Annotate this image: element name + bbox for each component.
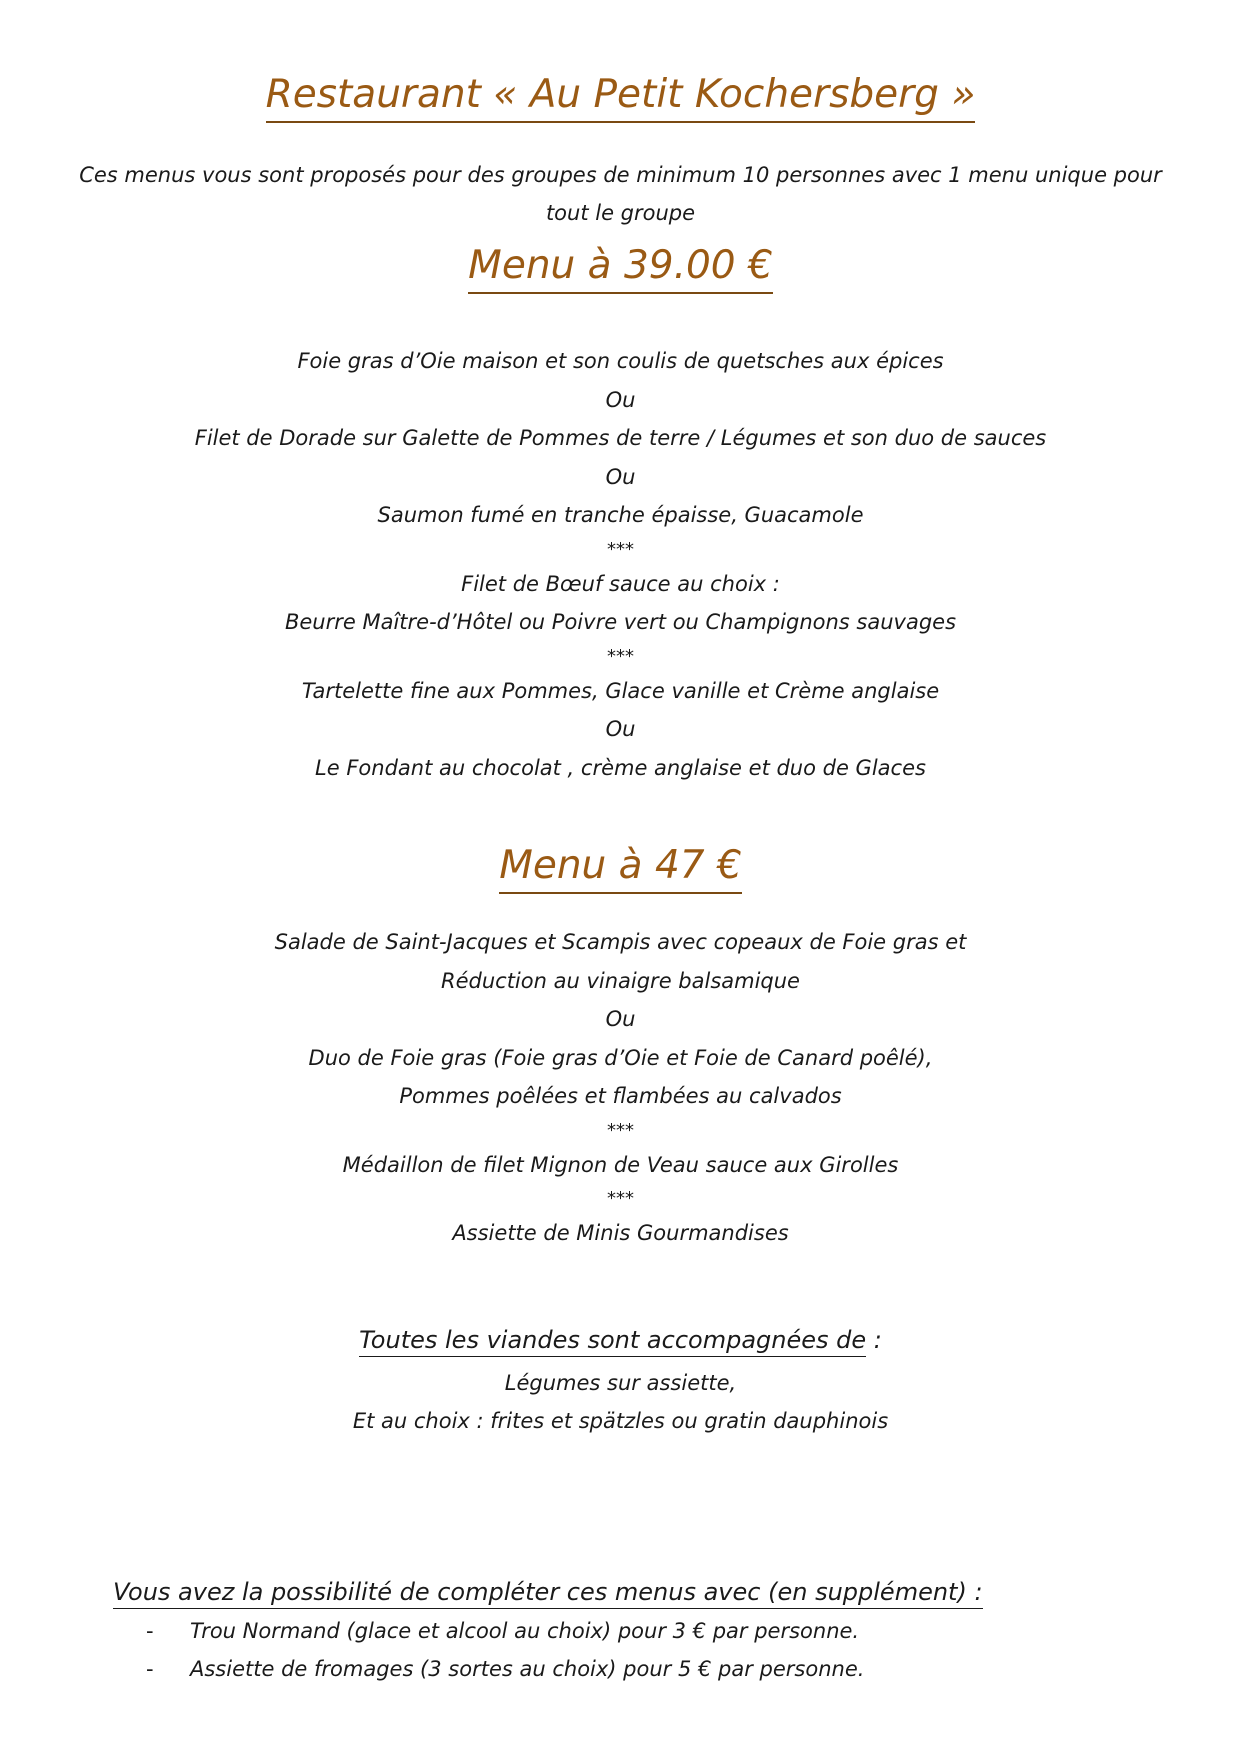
menu2-heading [0, 843, 1241, 888]
page-title [0, 72, 1241, 117]
menu2-items [0, 923, 1241, 1253]
page-title-text: Restaurant « Au Petit Kochersberg » [266, 72, 976, 123]
menu2-heading-text: Menu à 47 € [499, 843, 742, 894]
menu1-line: Tartelette fine aux Pommes, Glace vanille et Crème anglaise [301, 678, 940, 703]
supplement-text: Trou Normand (glace et alcool au choix) pour 3 € par personne. [190, 1619, 860, 1643]
intro-text: Ces menus vous sont proposés pour des groupes de minimum 10 personnes avec 1 menu unique pour tout le groupe [79, 163, 1162, 225]
accompaniment-title-text: Toutes les viandes sont accompagnées de [359, 1326, 866, 1357]
menu1-items [0, 342, 1241, 787]
supplement-text: Assiette de fromages (3 sortes au choix) pour 5 € par personne. [190, 1657, 865, 1681]
menu2-line: Médaillon de filet Mignon de Veau sauce aux Girolles [342, 1152, 899, 1177]
accompaniment-line: Légumes sur assiette, [504, 1371, 737, 1395]
accompaniment-title-suffix: : [866, 1326, 882, 1354]
bullet-dash: - [146, 1619, 154, 1643]
menu2-line: Duo de Foie gras (Foie gras d’Oie et Foie de Canard poêlé), [308, 1045, 933, 1070]
menu2-line: Salade de Saint-Jacques et Scampis avec copeaux de Foie gras et [274, 930, 967, 954]
bullet-dash: - [146, 1657, 154, 1681]
menu1-line: Ou [605, 464, 636, 489]
menu1-line: Beurre Maître-d’Hôtel ou Poivre vert ou Champignons sauvages [284, 610, 957, 634]
supplements-title-text: Vous avez la possibilité de compléter ces menus avec (en supplément) : [113, 1578, 983, 1609]
menu1-line: Saumon fumé en tranche épaisse, Guacamole [377, 503, 864, 527]
menu1-separator: *** [607, 645, 634, 667]
supplements-title [113, 1578, 983, 1606]
accompaniment-line: Et au choix : frites et spätzles ou gratin dauphinois [352, 1409, 889, 1433]
menu1-line: Filet de Dorade sur Galette de Pommes de terre / Légumes et son duo de sauces [194, 426, 1047, 450]
menu1-separator: *** [607, 538, 634, 560]
list-item [146, 1612, 864, 1650]
menu2-line: Assiette de Minis Gourmandises [452, 1221, 789, 1245]
supplements-list [146, 1612, 864, 1688]
menu2-line: Ou [605, 1007, 636, 1031]
accompaniment-lines [0, 1364, 1241, 1440]
menu1-line: Foie gras d’Oie maison et son coulis de quetsches aux épices [297, 349, 944, 373]
menu1-heading-text: Menu à 39.00 € [468, 243, 773, 294]
menu1-line: Ou [605, 717, 636, 741]
menu2-separator: *** [607, 1188, 634, 1209]
menu1-heading [0, 243, 1241, 288]
menu2-separator: *** [607, 1119, 634, 1141]
menu1-line: Ou [605, 387, 636, 412]
menu2-line: Pommes poêlées et flambées au calvados [399, 1084, 842, 1108]
accompaniment-title [0, 1326, 1241, 1354]
list-item [146, 1650, 864, 1688]
menu1-line: Le Fondant au chocolat , crème anglaise et duo de Glaces [315, 755, 926, 780]
menu2-line: Réduction au vinaigre balsamique [441, 968, 800, 993]
menu1-line: Filet de Bœuf sauce au choix : [461, 571, 780, 596]
